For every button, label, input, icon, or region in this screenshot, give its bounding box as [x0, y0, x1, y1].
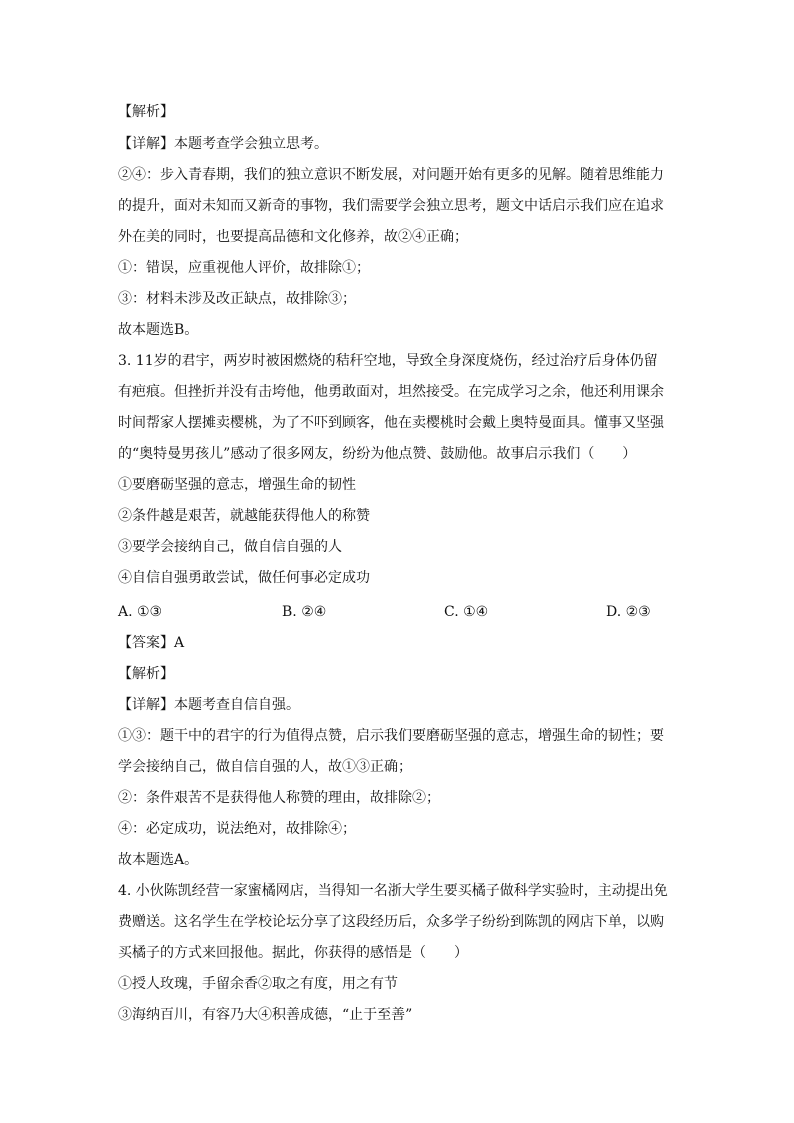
- q4-statements-3-4: ③海纳百川，有容乃大④积善成德，“止于至善”: [118, 1007, 413, 1023]
- q2-analysis-heading: 【解析】: [118, 104, 174, 120]
- q3-statement-2: ②条件越是艰苦，就越能获得他人的称赞: [118, 508, 370, 524]
- q3-exclusion-4: ④：必定成功，说法绝对，故排除④；: [118, 821, 356, 837]
- q3-stem-line-3: 时间帮家人摆摊卖樱桃，为了不吓到顾客，他在卖樱桃时会戴上奥特曼面具。懂事又坚强: [118, 415, 664, 431]
- q3-statement-1: ①要磨砺坚强的意志，增强生命的韧性: [118, 477, 356, 493]
- q3-conclusion: 故本题选A。: [118, 852, 199, 868]
- q3-exclusion-2: ②：条件艰苦不是获得他人称赞的理由，故排除②；: [118, 790, 440, 806]
- q4-stem-line-3: 买橘子的方式来回报他。据此，你获得的感悟是（ ）: [118, 945, 468, 961]
- q3-explanation-line-1: ①③：题干中的君宇的行为值得点赞，启示我们要磨砺坚强的意志，增强生命的韧性；要: [118, 728, 664, 744]
- q4-statements-1-2: ①授人玫瑰，手留余香②取之有度，用之有节: [118, 976, 398, 992]
- q3-statement-4: ④自信自强勇敢尝试，做任何事必定成功: [118, 570, 370, 586]
- q2-detail: 【详解】本题考查学会独立思考。: [118, 136, 328, 152]
- q3-stem-line-4: 的“奥特曼男孩儿”感动了很多网友，纷纷为他点赞、鼓励他。故事启示我们（ ）: [118, 446, 637, 462]
- q2-exclusion-1: ①：错误，应重视他人评价，故排除①；: [118, 260, 370, 276]
- q3-stem-line-2: 有疤痕。但挫折并没有击垮他，他勇敢面对，坦然接受。在完成学习之余，他还利用课余: [118, 384, 664, 400]
- q2-explanation-line-2: 的提升，面对未知而又新奇的事物，我们需要学会独立思考，题文中话启示我们应在追求: [118, 198, 664, 214]
- q2-explanation-line-1: ②④：步入青春期，我们的独立意识不断发展，对问题开始有更多的见解。随着思维能力: [118, 167, 664, 183]
- q2-exclusion-3: ③：材料未涉及改正缺点，故排除③；: [118, 291, 356, 307]
- q3-explanation-line-2: 学会接纳自己，做自信自强的人，故①③正确；: [118, 759, 412, 775]
- q2-conclusion: 故本题选B。: [118, 322, 199, 338]
- q3-option-b: B. ②④: [282, 604, 327, 620]
- q3-stem-line-1: 3. 11岁的君宇，两岁时被困燃烧的秸秆空地，导致全身深度烧伤，经过治疗后身体仍留: [118, 353, 658, 369]
- q3-option-c: C. ①④: [444, 604, 489, 620]
- q3-option-a: A. ①③: [118, 604, 163, 620]
- q3-analysis-heading: 【解析】: [118, 666, 174, 682]
- q2-explanation-line-3: 外在美的同时，也要提高品德和文化修养，故②④正确；: [118, 229, 468, 245]
- q3-option-d: D. ②③: [606, 604, 651, 620]
- q4-stem-line-1: 4. 小伙陈凯经营一家蜜橘网店，当得知一名浙大学生要买橘子做科学实验时，主动提出免: [118, 883, 668, 899]
- q4-stem-line-2: 费赠送。这名学生在学校论坛分享了这段经历后，众多学子纷纷到陈凯的网店下单，以购: [118, 914, 664, 930]
- q3-detail: 【详解】本题考查自信自强。: [118, 697, 300, 713]
- q3-statement-3: ③要学会接纳自己，做自信自强的人: [118, 539, 342, 555]
- q3-answer: 【答案】A: [118, 635, 185, 651]
